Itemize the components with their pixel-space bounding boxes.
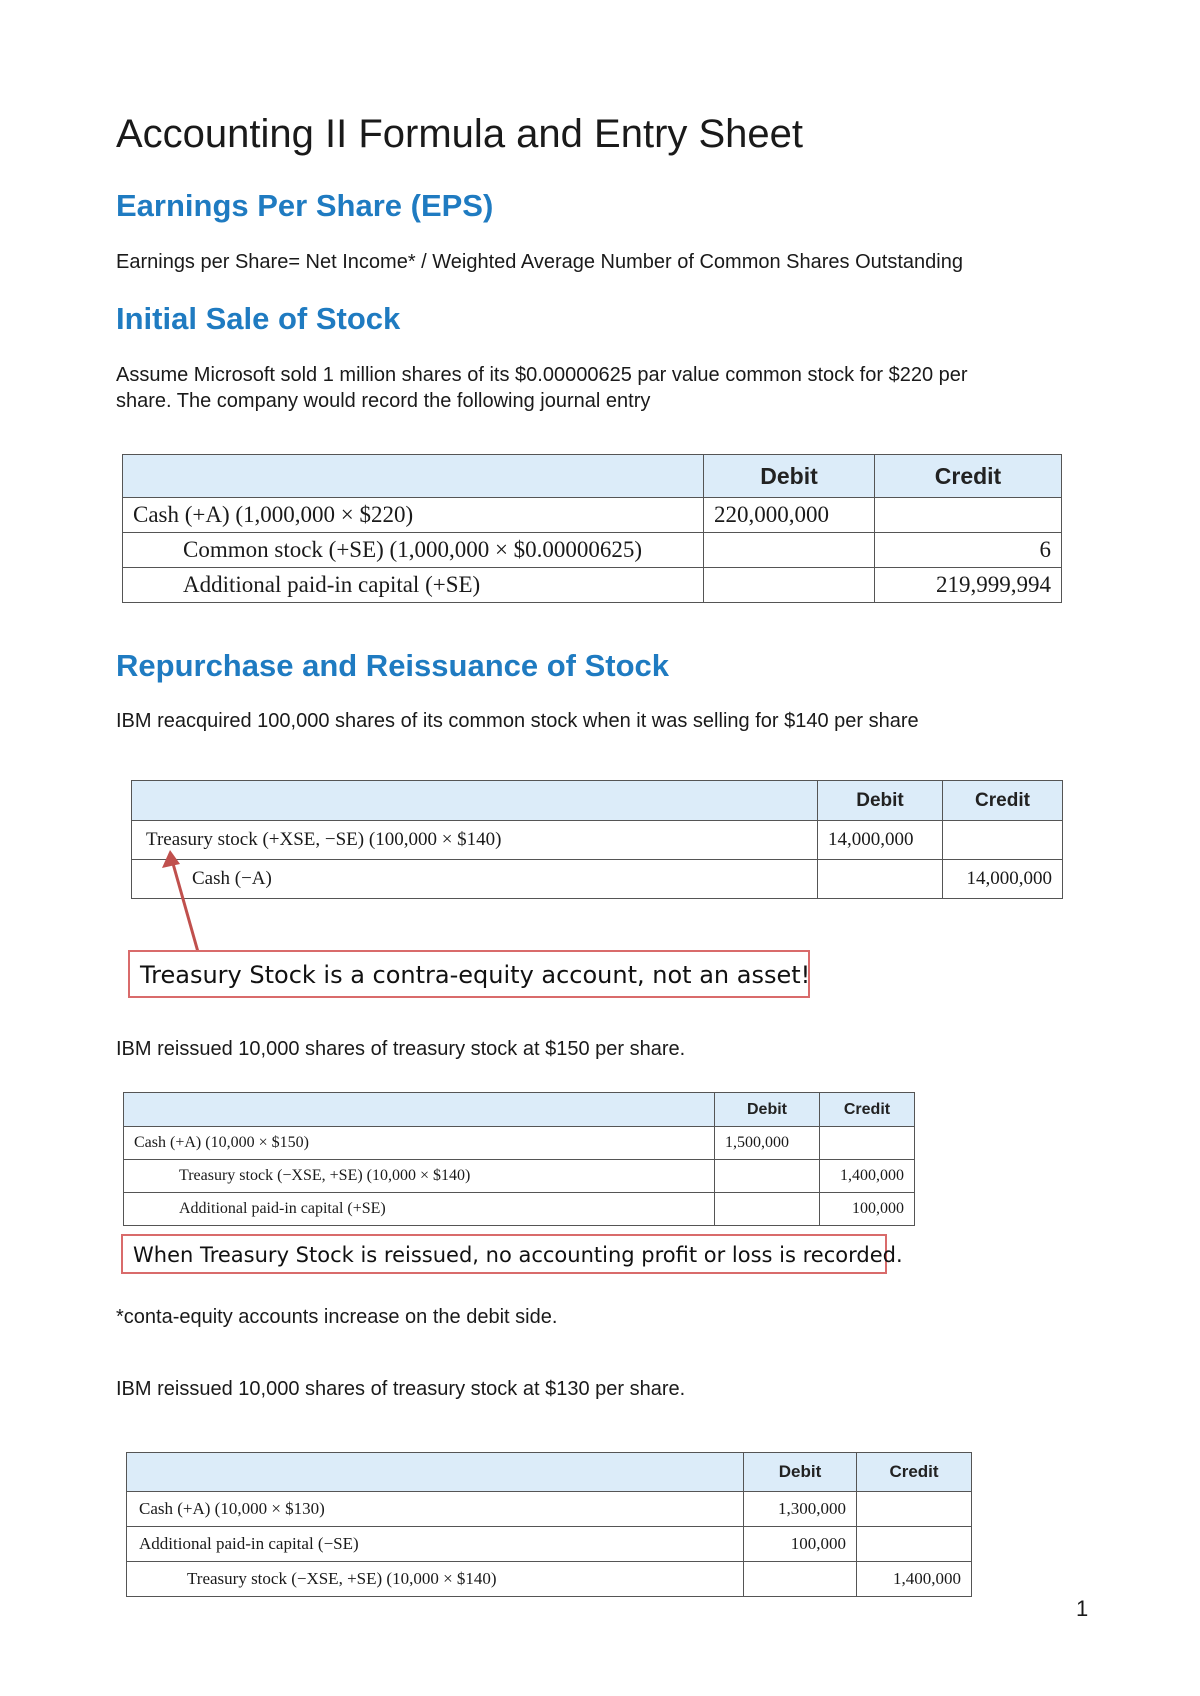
credit-cell: 14,000,000	[943, 860, 1063, 899]
credit-header: Credit	[857, 1453, 972, 1492]
account-cell: Treasury stock (−XSE, +SE) (10,000 × $140)	[124, 1160, 715, 1193]
repurchase-text: IBM reacquired 100,000 shares of its common stock when it was selling for $140 per share	[116, 710, 919, 732]
debit-cell	[744, 1562, 857, 1597]
eps-heading: Earnings Per Share (EPS)	[116, 188, 494, 223]
account-cell: Cash (+A) (10,000 × $150)	[124, 1127, 715, 1160]
table-row	[127, 1562, 972, 1597]
reissue-callout: When Treasury Stock is reissued, no accounting profit or loss is recorded.	[121, 1234, 887, 1274]
debit-header: Debit	[715, 1093, 820, 1127]
account-cell: Additional paid-in capital (+SE)	[124, 1193, 715, 1226]
initial-sale-heading: Initial Sale of Stock	[116, 301, 401, 336]
credit-header: Credit	[875, 455, 1062, 498]
debit-cell	[715, 1160, 820, 1193]
table-row	[127, 1492, 972, 1527]
credit-cell: 100,000	[820, 1193, 915, 1226]
debit-cell: 1,500,000	[715, 1127, 820, 1160]
account-cell: Cash (+A) (1,000,000 × $220)	[123, 498, 704, 533]
treasury-stock-callout: Treasury Stock is a contra-equity account, not an asset!	[128, 950, 810, 998]
reissue-150-text: IBM reissued 10,000 shares of treasury stock at $150 per share.	[116, 1038, 686, 1060]
eps-formula: Earnings per Share= Net Income* / Weighted Average Number of Common Shares Outstanding	[116, 251, 963, 273]
credit-header: Credit	[943, 781, 1063, 821]
debit-header: Debit	[818, 781, 943, 821]
reissue-130-text: IBM reissued 10,000 shares of treasury stock at $130 per share.	[116, 1378, 686, 1400]
table-row	[124, 1193, 915, 1226]
table-row	[124, 1127, 915, 1160]
credit-cell	[857, 1492, 972, 1527]
account-cell: Additional paid-in capital (+SE)	[123, 568, 704, 603]
account-cell: Cash (−A)	[132, 860, 818, 899]
contra-equity-note: *conta-equity accounts increase on the debit side.	[116, 1306, 558, 1328]
account-header	[124, 1093, 715, 1127]
account-cell: Treasury stock (−XSE, +SE) (10,000 × $140)	[127, 1562, 744, 1597]
table-header-row	[124, 1093, 915, 1127]
page-title: Accounting II Formula and Entry Sheet	[116, 112, 804, 156]
account-cell: Treasury stock (+XSE, −SE) (100,000 × $140)	[132, 821, 818, 860]
debit-cell: 1,300,000	[744, 1492, 857, 1527]
debit-cell: 220,000,000	[704, 498, 875, 533]
reissue-150-journal-table	[123, 1092, 915, 1226]
initial-sale-text-line1: Assume Microsoft sold 1 million shares of its $0.00000625 par value common stock for $220 per	[116, 364, 968, 386]
debit-header: Debit	[744, 1453, 857, 1492]
credit-cell: 6	[875, 533, 1062, 568]
credit-cell: 219,999,994	[875, 568, 1062, 603]
initial-sale-text-line2: share. The company would record the following journal entry	[116, 390, 651, 412]
page-number: 1	[1076, 1596, 1089, 1621]
credit-cell: 1,400,000	[820, 1160, 915, 1193]
account-header	[127, 1453, 744, 1492]
credit-cell: 1,400,000	[857, 1562, 972, 1597]
account-cell: Common stock (+SE) (1,000,000 × $0.00000625)	[123, 533, 704, 568]
credit-cell	[820, 1127, 915, 1160]
debit-cell	[715, 1193, 820, 1226]
table-row	[124, 1160, 915, 1193]
account-cell: Cash (+A) (10,000 × $130)	[127, 1492, 744, 1527]
repurchase-heading: Repurchase and Reissuance of Stock	[116, 648, 670, 683]
table-header-row	[127, 1453, 972, 1492]
debit-cell: 14,000,000	[818, 821, 943, 860]
debit-cell: 100,000	[744, 1527, 857, 1562]
table-row	[127, 1527, 972, 1562]
credit-header: Credit	[820, 1093, 915, 1127]
account-cell: Additional paid-in capital (−SE)	[127, 1527, 744, 1562]
credit-cell	[857, 1527, 972, 1562]
reissue-130-journal-table	[126, 1452, 972, 1597]
debit-header: Debit	[704, 455, 875, 498]
